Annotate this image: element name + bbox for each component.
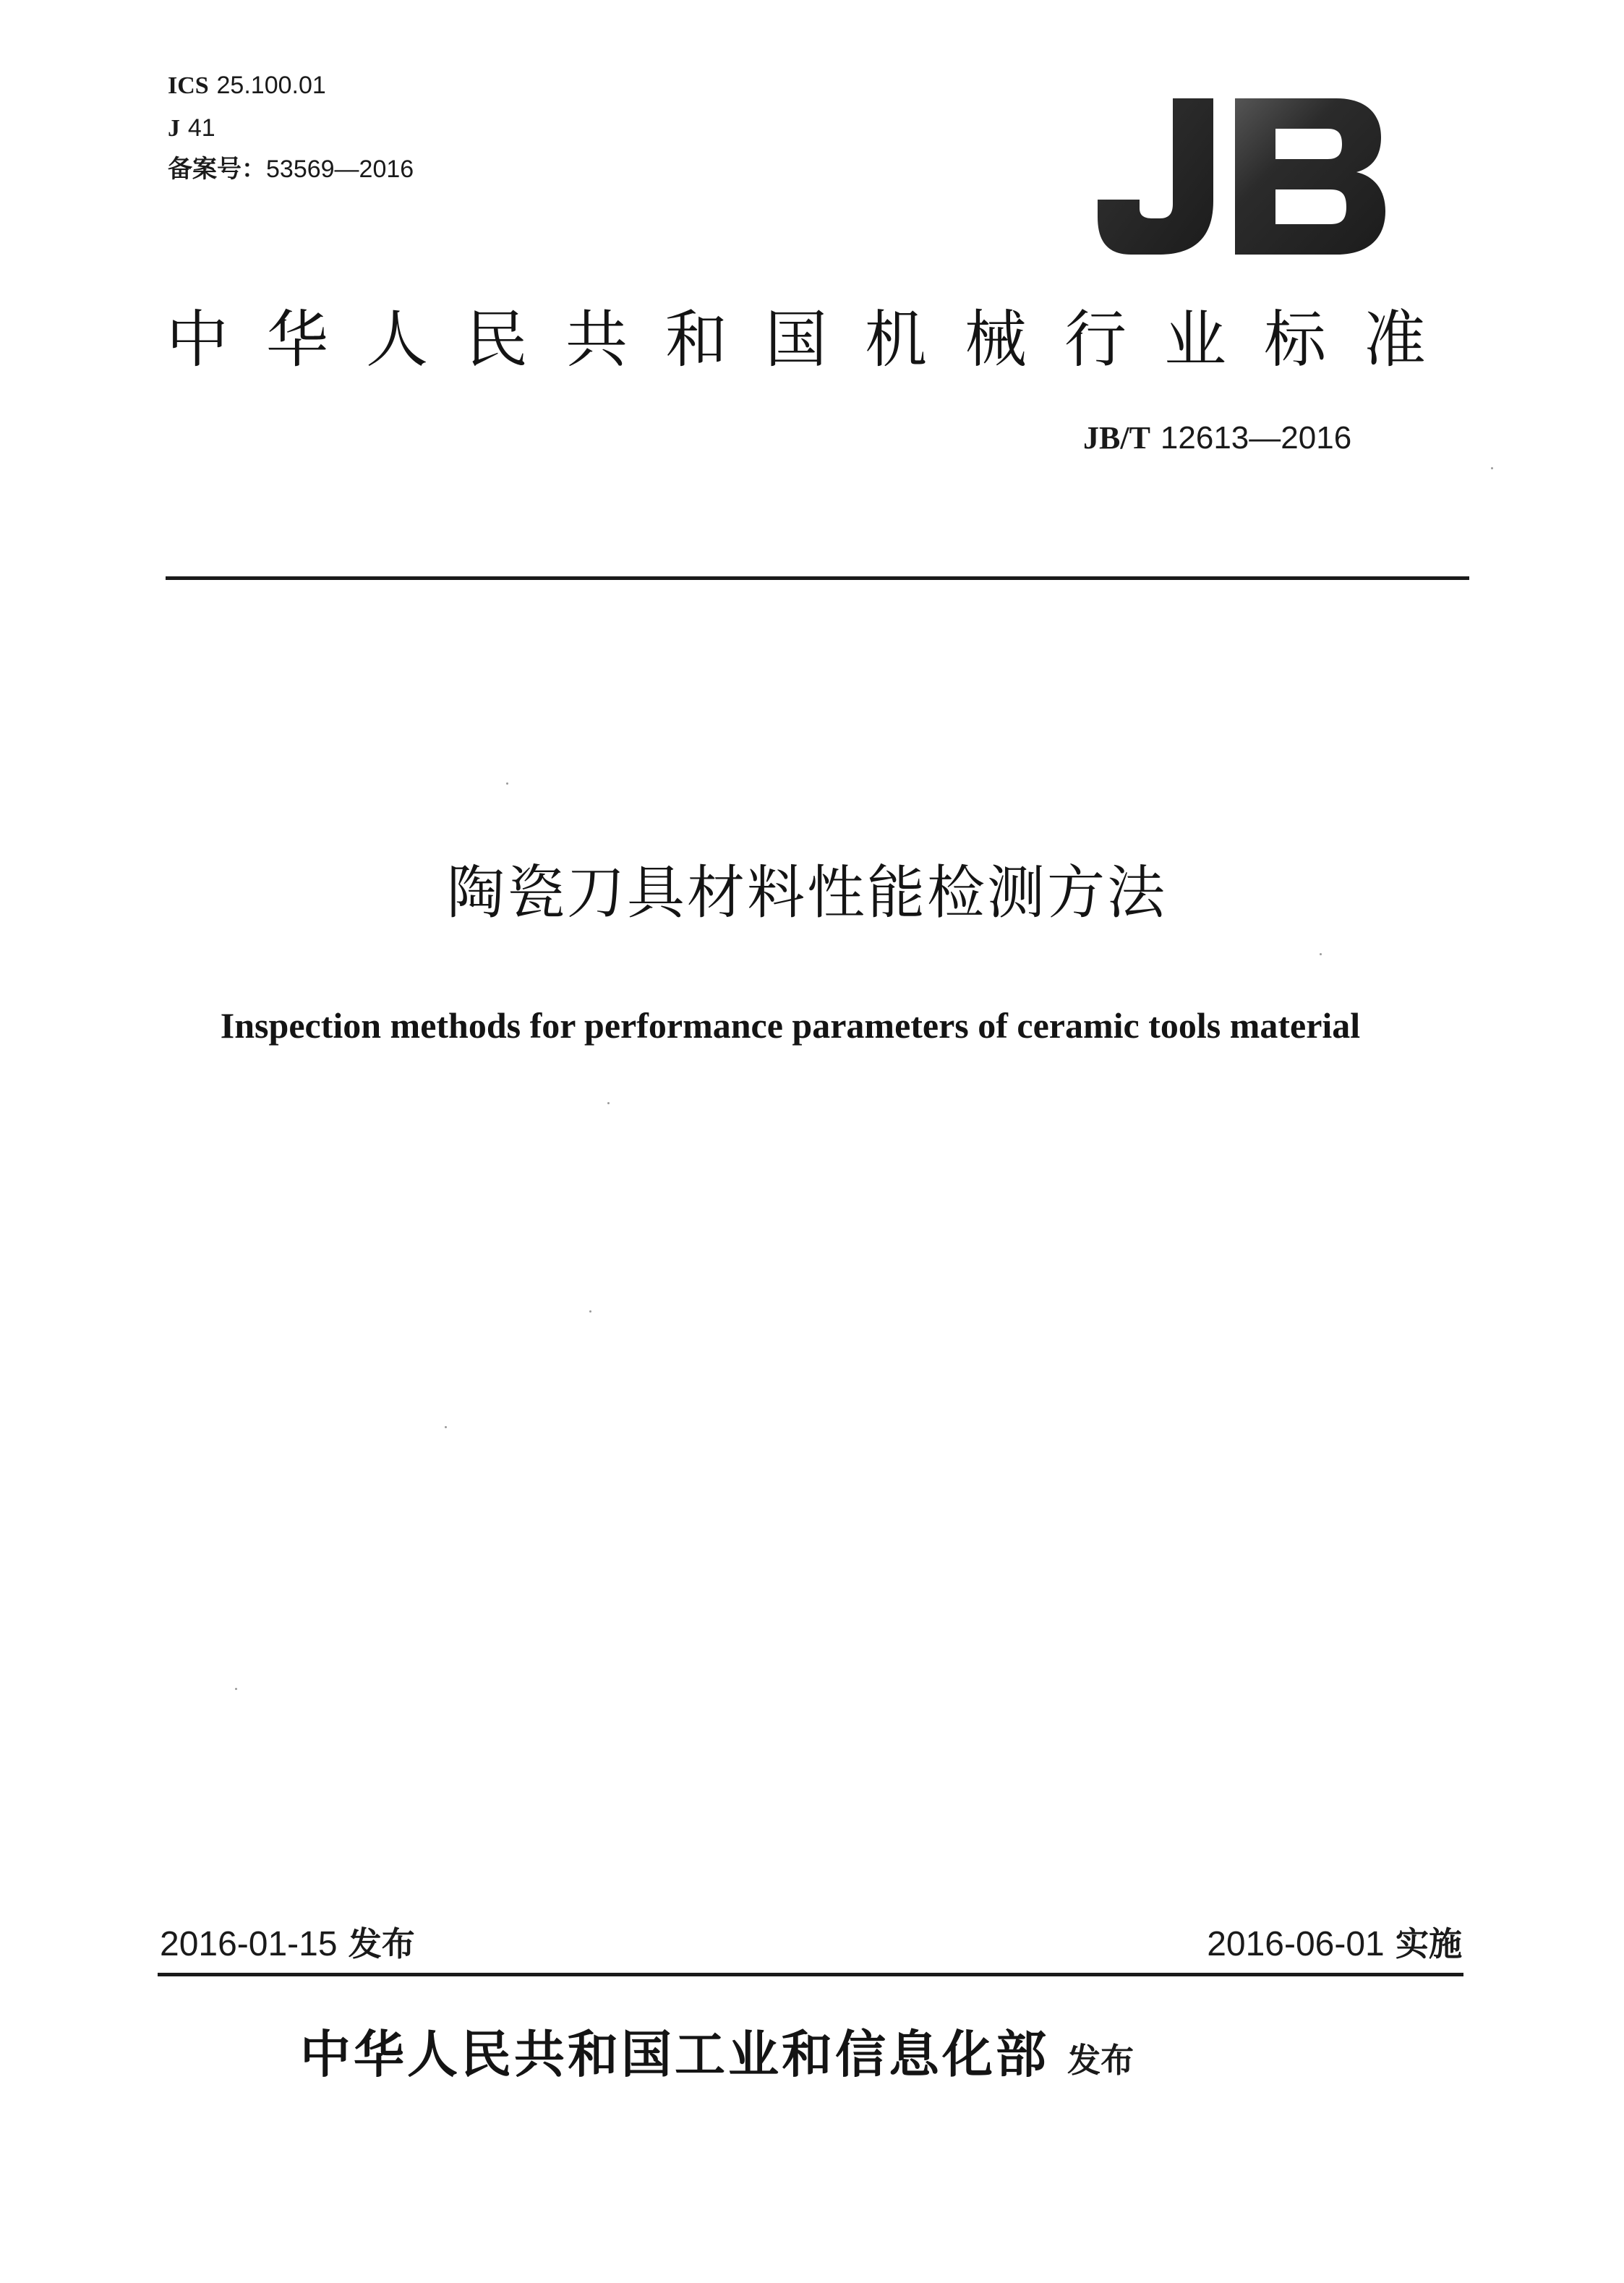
effective-date [1207, 1924, 1462, 1965]
bottom-divider [158, 1973, 1463, 1976]
scan-speck [445, 1426, 447, 1428]
ics-code [168, 71, 326, 101]
scan-speck [607, 1102, 610, 1104]
issue-date-label: 发布 [348, 1924, 415, 1963]
document-title-chinese [0, 857, 1624, 929]
ics-prefix: ICS [168, 72, 209, 99]
effective-date-value: 2016-06-01 [1207, 1925, 1385, 1963]
publisher [300, 2015, 1134, 2108]
jb-logo [1098, 93, 1387, 259]
standard-number-value: 12613—2016 [1160, 420, 1352, 456]
record-label: 备案号： [168, 155, 266, 184]
ccs-code [168, 114, 215, 143]
standard-number-prefix: JB/T [1083, 420, 1150, 456]
jb-logo-graphic [1098, 93, 1387, 259]
document-title-english [0, 1004, 1624, 1047]
scan-speck [235, 1688, 237, 1690]
document-title-english-text: Inspection methods for performance parameters of ceramic tools material [220, 1005, 1361, 1046]
industry-standard-title: 中华人民共和国机械行业标准 [166, 304, 1463, 376]
record-number [168, 155, 414, 184]
standard-number [1083, 419, 1351, 457]
publisher-suffix: 发布 [1067, 2041, 1134, 2080]
publisher-name: 中华人民共和国工业和信息化部 [300, 2025, 1049, 2084]
effective-date-label: 实施 [1396, 1924, 1462, 1963]
scan-speck [1320, 953, 1322, 955]
scan-speck [589, 1310, 591, 1313]
scan-speck [506, 782, 508, 785]
ccs-prefix: J [168, 115, 180, 142]
scan-speck [1491, 467, 1493, 469]
top-divider [166, 576, 1469, 580]
document-title-chinese-text: 陶瓷刀具材料性能检测方法 [447, 859, 1167, 926]
record-value: 53569—2016 [266, 155, 414, 183]
issue-date-value: 2016-01-15 [160, 1925, 338, 1963]
ccs-value: 41 [187, 114, 215, 142]
ics-value: 25.100.01 [216, 72, 326, 99]
issue-date [160, 1924, 415, 1965]
